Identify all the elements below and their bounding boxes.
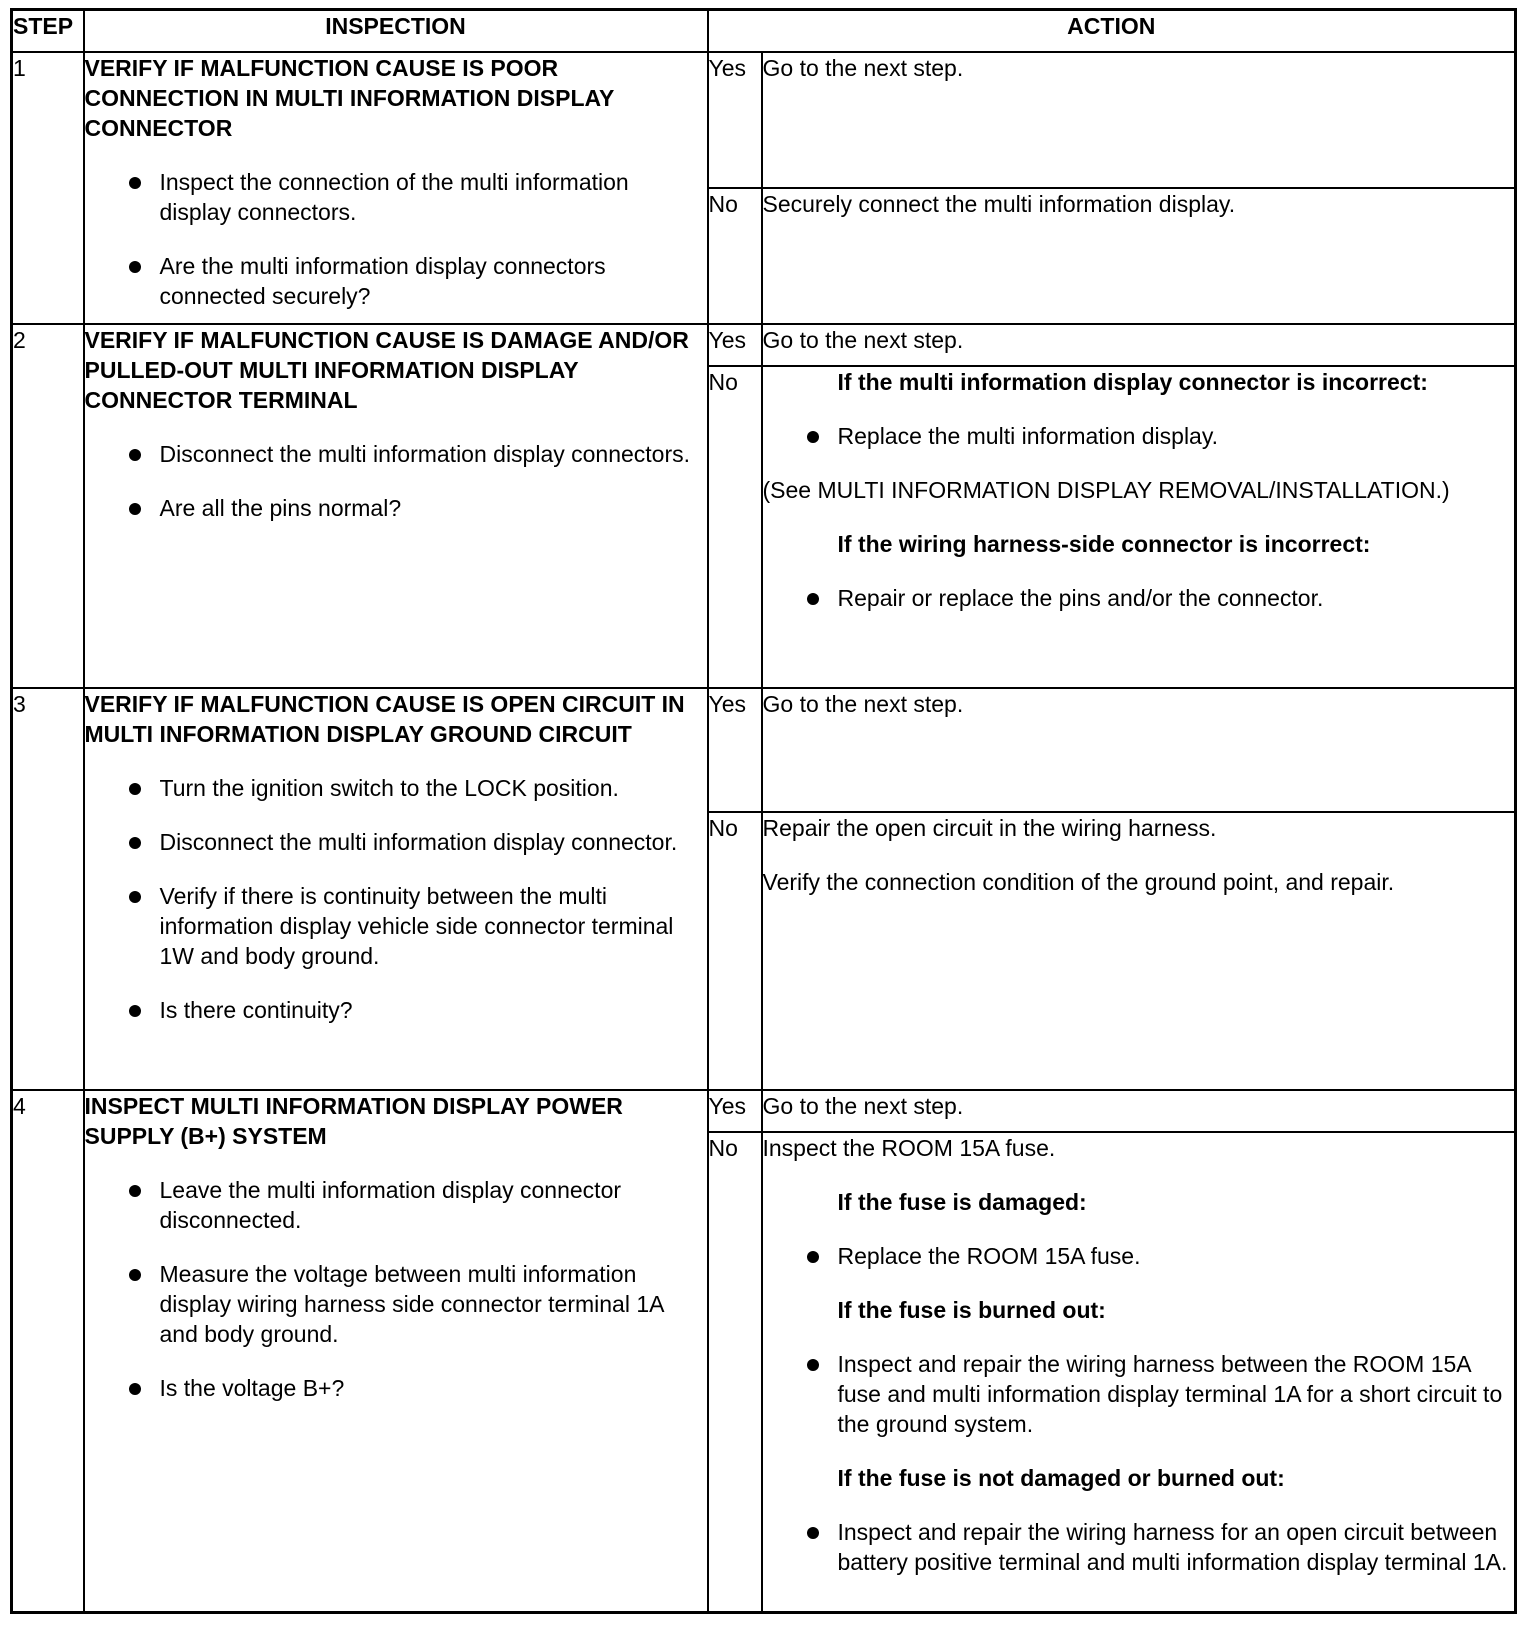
yes-label: Yes [708,688,762,812]
step-4-yes-row [12,1090,1516,1132]
condition-heading: If the wiring harness-side connector is incorrect: [837,531,1371,557]
inspection-item [85,827,707,857]
bullet-icon [129,177,141,189]
bullet-icon [807,431,819,443]
action-item [763,1241,1515,1271]
inspection-item-text: Are the multi information display connectors connected securely? [159,253,606,309]
condition-heading: If the fuse is not damaged or burned out: [837,1465,1285,1491]
action-item-text: Inspect and repair the wiring harness between the ROOM 15A fuse and multi information display terminal 1A for a short circuit to the ground system. [837,1351,1503,1437]
action-item-text: Repair or replace the pins and/or the connector. [837,585,1324,611]
condition-heading: If the fuse is damaged: [837,1189,1087,1215]
no-label: No [708,188,762,324]
inspection-item [85,995,707,1025]
action-item [763,421,1515,451]
step-4-inspection [84,1090,708,1612]
bullet-icon [129,1269,141,1281]
header-action: ACTION [708,10,1516,53]
bullet-icon [129,837,141,849]
inspection-item [85,167,707,227]
step-title: INSPECT MULTI INFORMATION DISPLAY POWER SUPPLY (B+) SYSTEM [84,1093,623,1149]
action-item-text: Replace the ROOM 15A fuse. [837,1243,1141,1269]
inspection-item [85,773,707,803]
step-1-yes-row [12,52,1516,188]
inspection-item-text: Turn the ignition switch to the LOCK position. [159,775,619,801]
step-title: VERIFY IF MALFUNCTION CAUSE IS DAMAGE AND/OR PULLED-OUT MULTI INFORMATION DISPLAY CONNECTOR TERMINAL [84,327,689,413]
inspection-item-text: Is there continuity? [159,997,353,1023]
bullet-icon [129,1185,141,1197]
no-action: Securely connect the multi information display. [762,188,1516,324]
no-action [762,812,1516,1090]
yes-action: Go to the next step. [762,688,1516,812]
inspection-item [85,1373,707,1403]
step-2-yes-row [12,324,1516,366]
action-item [763,583,1515,613]
yes-action: Go to the next step. [762,52,1516,188]
condition-heading: If the multi information display connector is incorrect: [837,369,1428,395]
step-number: 2 [12,324,84,688]
action-item-text: Replace the multi information display. [837,423,1219,449]
action-line: Repair the open circuit in the wiring harness. [762,815,1217,841]
yes-label: Yes [708,324,762,366]
inspection-item [85,439,707,469]
no-action [762,366,1516,688]
action-item [763,1349,1515,1439]
step-3-inspection [84,688,708,1090]
header-row [12,10,1516,53]
inspection-item-text: Measure the voltage between multi information display wiring harness side connector terminal 1A and body ground. [159,1261,664,1347]
step-title: VERIFY IF MALFUNCTION CAUSE IS POOR CONNECTION IN MULTI INFORMATION DISPLAY CONNECTOR [84,55,614,141]
action-item [763,1517,1515,1577]
bullet-icon [129,891,141,903]
inspection-item-text: Are all the pins normal? [159,495,402,521]
bullet-icon [807,1251,819,1263]
header-step: STEP [12,10,84,53]
no-label: No [708,366,762,688]
no-label: No [708,812,762,1090]
yes-label: Yes [708,1090,762,1132]
inspection-item-text: Is the voltage B+? [159,1375,345,1401]
bullet-icon [807,593,819,605]
no-action [762,1132,1516,1612]
inspection-item-text: Disconnect the multi information display connector. [159,829,678,855]
inspection-item-text: Disconnect the multi information display connectors. [159,441,691,467]
inspection-item [85,1175,707,1235]
action-line: Verify the connection condition of the ground point, and repair. [762,869,1395,895]
procedure-document [10,8,1517,1614]
bullet-icon [129,783,141,795]
bullet-icon [129,503,141,515]
action-line: Inspect the ROOM 15A fuse. [762,1135,1056,1161]
yes-label: Yes [708,52,762,188]
inspection-item [85,251,707,311]
yes-action: Go to the next step. [762,324,1516,366]
condition-heading: If the fuse is burned out: [837,1297,1106,1323]
bullet-icon [129,261,141,273]
step-number: 4 [12,1090,84,1612]
reference-note: (See MULTI INFORMATION DISPLAY REMOVAL/INSTALLATION.) [762,477,1450,503]
inspection-item-text: Leave the multi information display connector disconnected. [159,1177,622,1233]
inspection-item [85,881,707,971]
step-3-yes-row [12,688,1516,812]
step-number: 3 [12,688,84,1090]
inspection-item [85,493,707,523]
step-title: VERIFY IF MALFUNCTION CAUSE IS OPEN CIRCUIT IN MULTI INFORMATION DISPLAY GROUND CIRCUIT [84,691,685,747]
bullet-icon [807,1359,819,1371]
inspection-item-text: Inspect the connection of the multi information display connectors. [159,169,629,225]
yes-action: Go to the next step. [762,1090,1516,1132]
troubleshooting-table [10,8,1517,1614]
step-number: 1 [12,52,84,324]
bullet-icon [129,449,141,461]
step-2-inspection [84,324,708,688]
bullet-icon [129,1383,141,1395]
action-item-text: Inspect and repair the wiring harness for an open circuit between battery positive terminal and multi information display terminal 1A. [837,1519,1508,1575]
step-1-inspection [84,52,708,324]
inspection-item [85,1259,707,1349]
bullet-icon [129,1005,141,1017]
header-inspection: INSPECTION [84,10,708,53]
no-label: No [708,1132,762,1612]
bullet-icon [807,1527,819,1539]
inspection-item-text: Verify if there is continuity between the multi information display vehicle side connector terminal 1W and body ground. [159,883,674,969]
